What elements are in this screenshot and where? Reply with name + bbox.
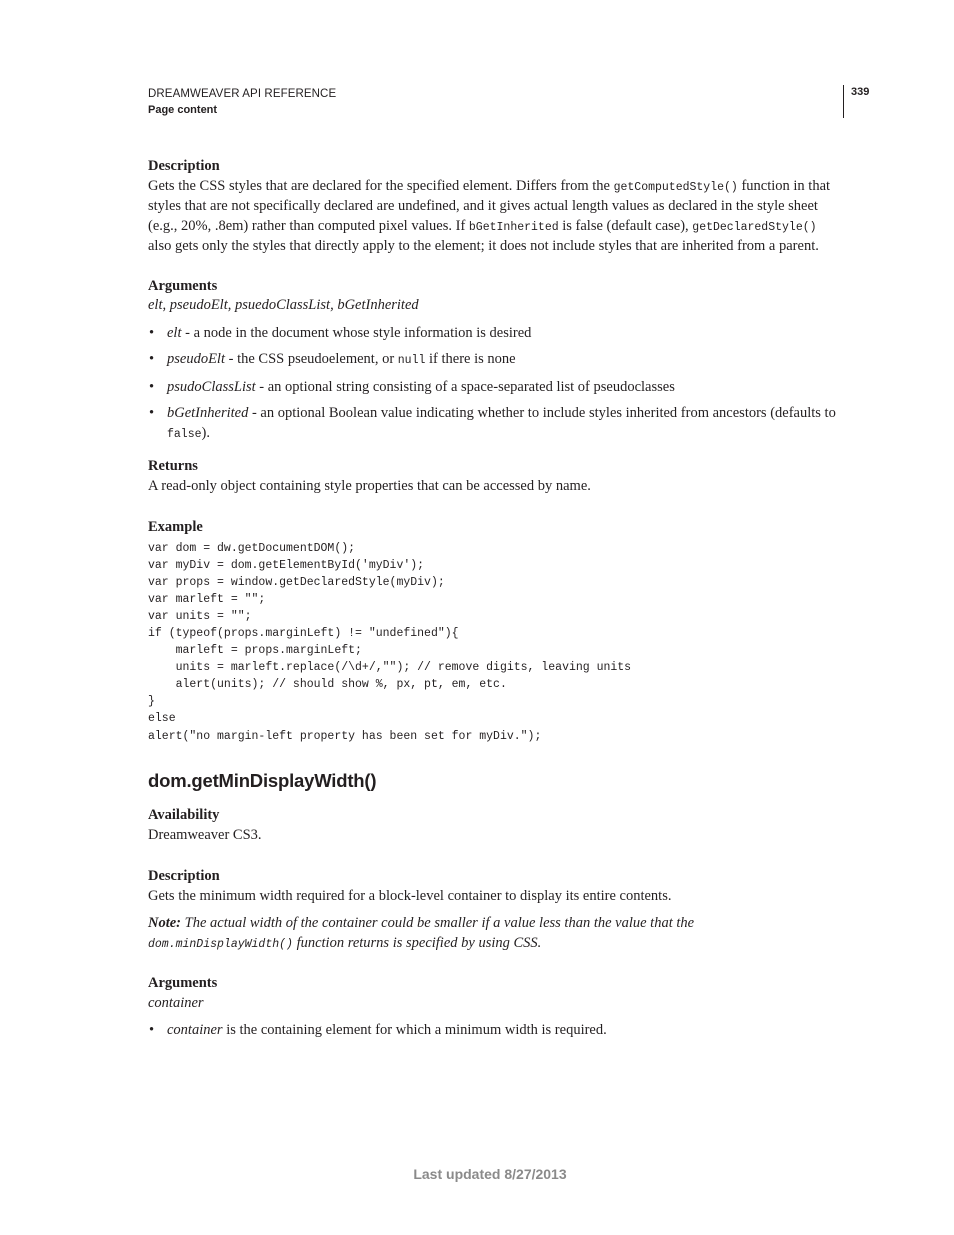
argument-name: pseudoElt (167, 351, 225, 367)
arguments-list (148, 1021, 840, 1041)
availability-section (148, 806, 840, 845)
description-text-part: is false (default case), (558, 217, 693, 234)
description-heading: Description (148, 158, 220, 174)
main-content (148, 157, 840, 1048)
list-item (148, 324, 840, 344)
inline-code: dom.minDisplayWidth() (148, 937, 293, 951)
argument-name: container (167, 1022, 223, 1039)
returns-section (148, 457, 840, 496)
list-item (148, 404, 840, 444)
description-text-part: Gets the CSS styles that are declared for the specified element. Differs from the (148, 177, 614, 194)
running-header-title: DREAMWEAVER API REFERENCE (148, 88, 337, 100)
arguments-heading: Arguments (148, 975, 218, 992)
running-header-section: Page content (148, 104, 218, 116)
arguments-section-2 (148, 974, 840, 1041)
description-text-part: also gets only the styles that directly apply to the element; it does not include styles that are inherited from a parent. (148, 238, 819, 254)
returns-heading: Returns (148, 458, 198, 474)
argument-name: psudoClassList (167, 378, 256, 395)
availability-heading: Availability (148, 807, 220, 824)
note-text: The actual width of the container could be smaller if a value less than the value that the (181, 915, 695, 932)
inline-code: bGetInherited (468, 220, 559, 234)
list-item (148, 378, 840, 398)
argument-text: is the containing element for which a minimum width is required. (222, 1022, 607, 1039)
argument-name: elt (167, 324, 182, 341)
description-text (148, 177, 840, 257)
note-label: Note: (148, 915, 182, 932)
description-text-part: function in that styles that are not specifically declared are undefined, and it gives actual length values as declared in the style sheet (e.g., 20%, .8em) rather than computed pixel values. If (148, 177, 831, 234)
example-section (148, 518, 840, 745)
note-text: function returns is specified by using CSS. (292, 934, 542, 951)
arguments-heading: Arguments (148, 277, 218, 294)
arguments-list (148, 324, 840, 445)
argument-text: - an optional string consisting of a space-separated list of pseudoclasses (255, 378, 675, 395)
description-section (148, 157, 840, 257)
argument-name: bGetInherited (167, 405, 249, 421)
argument-text: - the CSS pseudoelement, or (225, 351, 398, 367)
argument-text: - a node in the document whose style information is desired (181, 324, 532, 341)
note (148, 914, 840, 954)
returns-text: A read-only object containing style properties that can be accessed by name. (148, 477, 591, 494)
inline-code: false (167, 427, 202, 441)
inline-code: null (397, 354, 426, 367)
footer-last-updated: Last updated 8/27/2013 (413, 1166, 567, 1182)
code-block: var dom = dw.getDocumentDOM(); var myDiv = dom.getElementById('myDiv'); var props = window.getDeclaredStyle(myDiv); var marleft = ""; var units = ""; if (typeof(props.marginLeft) != "undefined"){ marleft = props.marginLeft; units = marleft.replace(/\d+/,""); // remove digits, leaving units alert(units); // should show %, px, pt, em, etc. } else alert("no margin-left property has been set for myDiv."); (148, 541, 632, 743)
description-heading: Description (148, 868, 220, 885)
list-item (148, 1021, 840, 1041)
example-heading: Example (148, 519, 203, 535)
page-number: 339 (851, 86, 870, 98)
argument-text: ). (201, 424, 210, 441)
arguments-signature: container (148, 994, 204, 1011)
arguments-signature: elt, pseudoElt, psuedoClassList, bGetInherited (148, 297, 419, 313)
argument-text: if there is none (425, 351, 516, 367)
inline-code: getComputedStyle() (613, 180, 738, 194)
list-item (148, 350, 840, 371)
inline-code: getDeclaredStyle() (692, 220, 817, 234)
arguments-section (148, 277, 840, 445)
description-section-2 (148, 867, 840, 954)
header-divider (843, 85, 844, 118)
argument-text: - an optional Boolean value indicating whether to include styles inherited from ancestors (defaults to (248, 405, 836, 421)
availability-text: Dreamweaver CS3. (148, 826, 262, 843)
description-text: Gets the minimum width required for a block-level container to display its entire contents. (148, 887, 672, 904)
function-title: dom.getMinDisplayWidth() (148, 769, 377, 791)
